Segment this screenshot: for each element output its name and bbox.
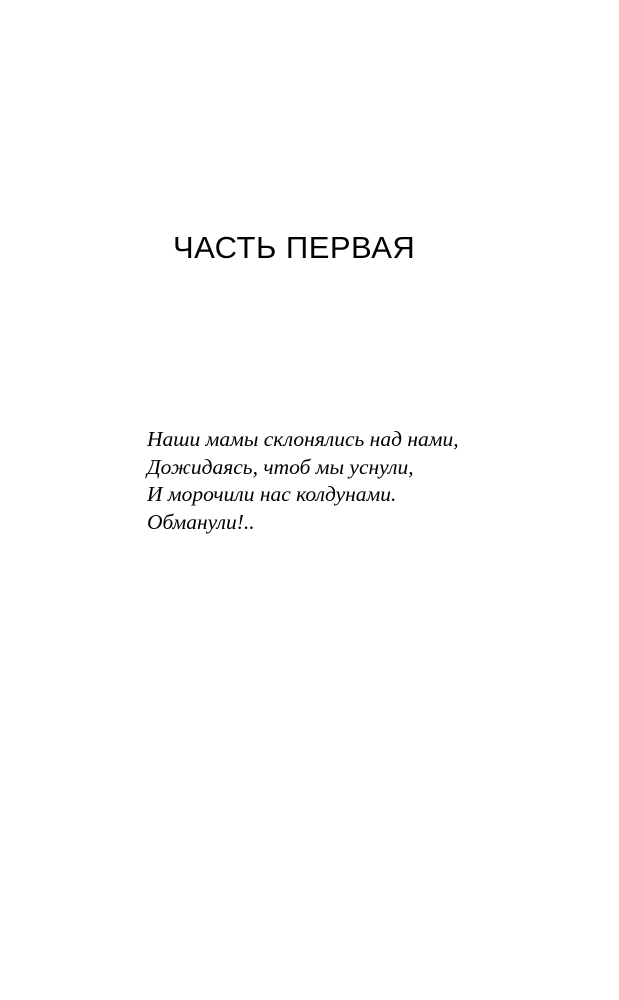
epigraph-line: И морочили нас колдунами. xyxy=(147,482,397,506)
epigraph-line: Дожидаясь, чтоб мы уснули, xyxy=(147,454,414,479)
epigraph-line: Обманули!.. xyxy=(147,509,255,534)
epigraph-line: Наши мамы склонялись над нами, xyxy=(147,427,459,451)
part-title: ЧАСТЬ ПЕРВАЯ xyxy=(173,230,416,265)
epigraph xyxy=(147,426,459,536)
